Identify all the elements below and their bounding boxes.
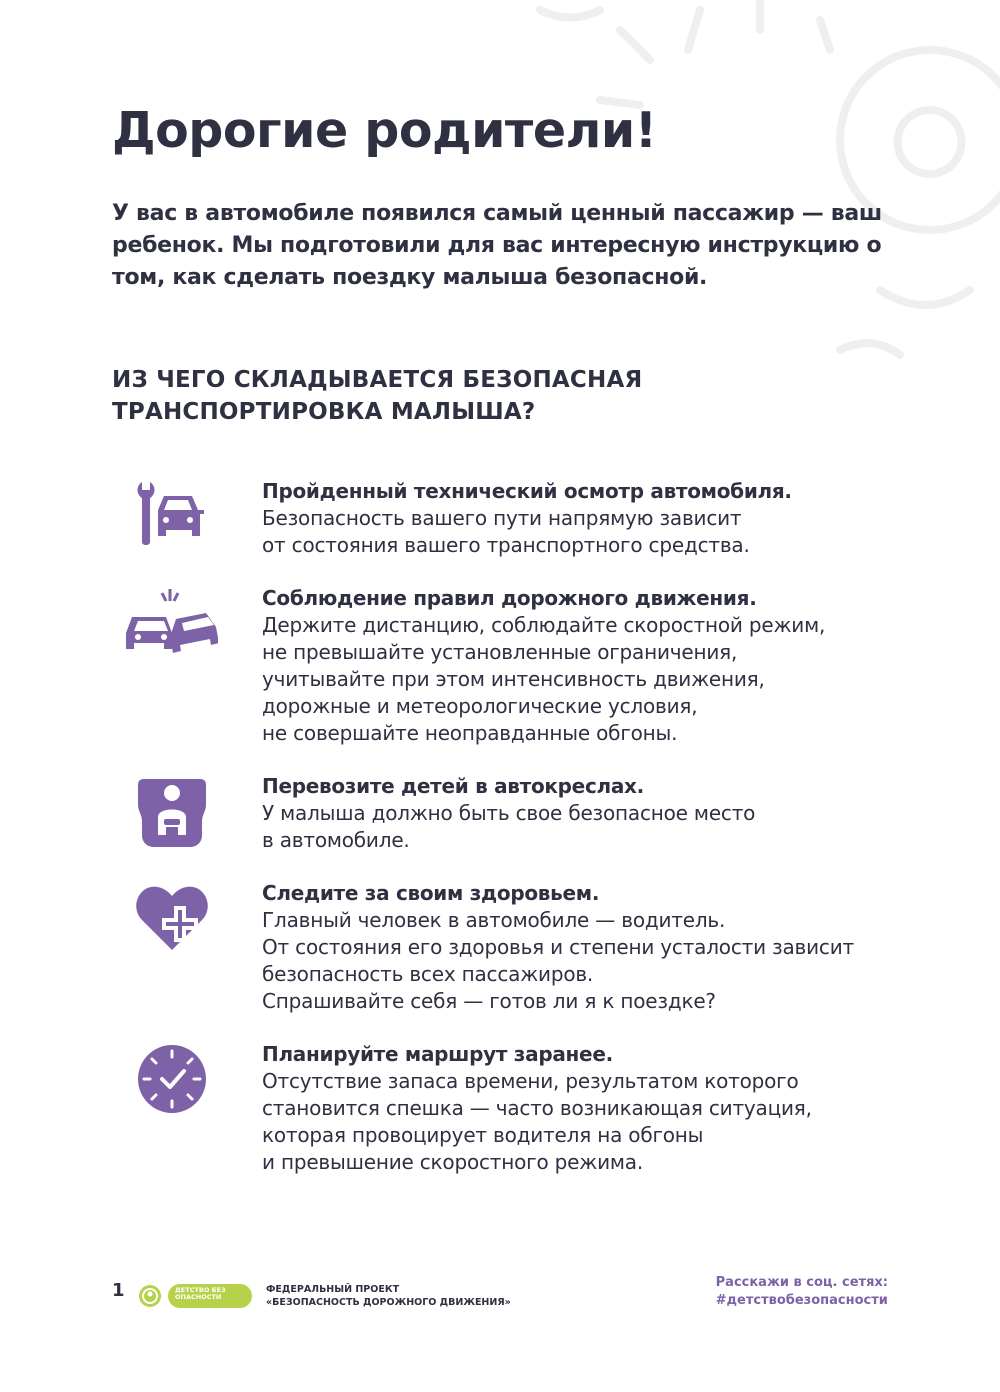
clock-icon: [134, 1041, 210, 1117]
item-body: Главный человек в автомобиле — водитель. От состояния его здоровья и степени усталости зависит безопасность всех пассажиров. Спрашивайте себя — готов ли я к поездке?: [262, 908, 854, 1013]
child-car-seat-icon: [134, 773, 210, 849]
car-repair-icon: [134, 478, 210, 554]
project-line-2: «БЕЗОПАСНОСТЬ ДОРОЖНОГО ДВИЖЕНИЯ»: [266, 1297, 511, 1308]
item-heading: Перевозите детей в автокреслах.: [262, 774, 644, 798]
hashtag[interactable]: #детствобезопасности: [715, 1293, 888, 1308]
share-block: [716, 1274, 888, 1310]
project-name: [266, 1283, 586, 1309]
intro-paragraph: У вас в автомобиле появился самый ценный пассажир — ваш ребенок. Мы подготовили для вас интересную инструкцию о том, как сделать поездку малыша безопасной.: [112, 201, 883, 290]
item-heading: Следите за своим здоровьем.: [262, 881, 600, 905]
item-body: Безопасность вашего пути напрямую зависит от состояния вашего транспортного средства.: [262, 506, 750, 557]
project-line-1: ФЕДЕРАЛЬНЫЙ ПРОЕКТ: [266, 1284, 400, 1295]
heart-health-icon: [134, 880, 210, 956]
car-collision-icon: [122, 585, 218, 661]
page-number: 1: [112, 1280, 125, 1301]
logo-text: ДЕТСТВО БЕЗ ОПАСНОСТИ: [175, 1286, 226, 1301]
item-body: Отсутствие запаса времени, результатом которого становится спешка — часто возникающая ситуация, которая провоцирует водителя на обгоны и превышение скоростного режима.: [262, 1069, 812, 1174]
item-body: Держите дистанцию, соблюдайте скоростной режим, не превышайте установленные ограничения, учитывайте при этом интенсивность движения, дорожные и метеорологические условия, не совершайте неоправданные обгоны.: [262, 613, 826, 745]
item-heading: Соблюдение правил дорожного движения.: [262, 586, 757, 610]
item-heading: Планируйте маршрут заранее.: [262, 1042, 613, 1066]
section-title: ИЗ ЧЕГО СКЛАДЫВАЕТСЯ БЕЗОПАСНАЯ ТРАНСПОРТИРОВКА МАЛЫША?: [112, 367, 643, 425]
footer: [0, 1270, 1000, 1320]
share-line-1: Расскажи в соц. сетях:: [715, 1275, 888, 1290]
page-title: Дорогие родители!: [112, 102, 657, 159]
item-heading: Пройденный технический осмотр автомобиля.: [262, 479, 792, 503]
item-body: У малыша должно быть свое безопасное место в автомобиле.: [262, 801, 756, 852]
